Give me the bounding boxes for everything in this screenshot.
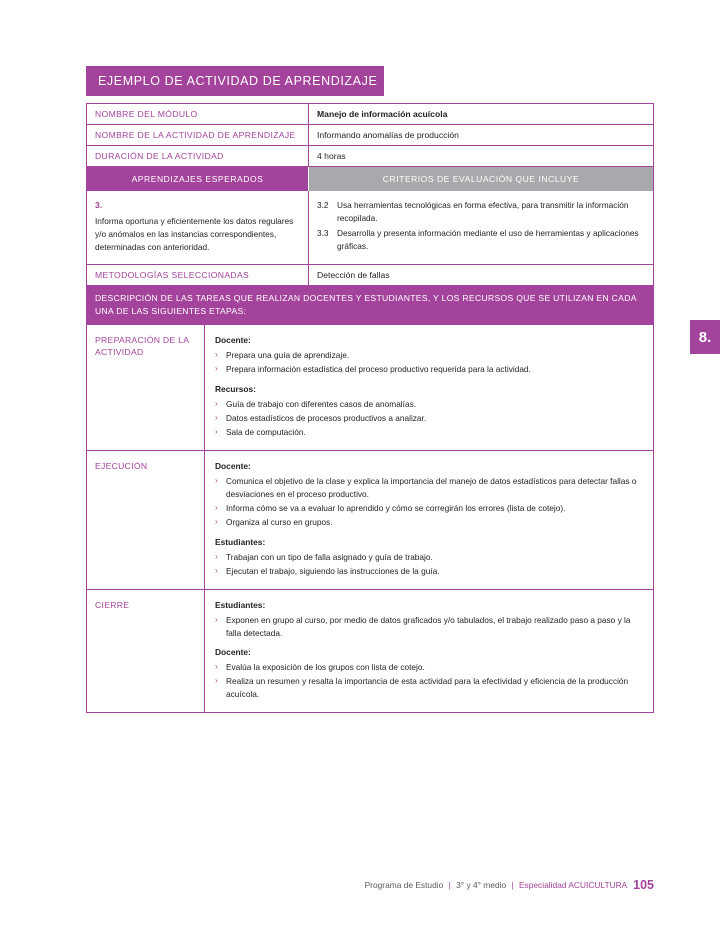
- list-item-text: Prepara información estadística del proceso productivo requerida para la actividad.: [226, 364, 531, 375]
- stage-name-cierre: CIERRE: [87, 590, 205, 712]
- table-row: [87, 265, 653, 286]
- footer-page-number: 105: [633, 878, 654, 892]
- list-item: [215, 614, 643, 640]
- module-name-label: NOMBRE DEL MÓDULO: [87, 104, 309, 124]
- group-title: Docente:: [215, 461, 251, 472]
- chevron-right-icon: ›: [215, 502, 218, 512]
- evaluation-criteria-header: CRITERIOS DE EVALUACIÓN QUE INCLUYE: [309, 167, 653, 191]
- methodologies-value: Detección de fallas: [317, 270, 390, 281]
- list-item: [215, 516, 643, 529]
- group-title: Recursos:: [215, 384, 256, 395]
- activity-table: [86, 103, 654, 713]
- footer-level: 3° y 4° medio: [456, 880, 507, 890]
- activity-name-label: NOMBRE DE LA ACTIVIDAD DE APRENDIZAJE: [87, 125, 309, 145]
- stage-row: [87, 451, 653, 590]
- group-title: Estudiantes:: [215, 599, 266, 610]
- section-headers: [87, 167, 653, 191]
- chevron-right-icon: ›: [215, 350, 218, 360]
- chevron-right-icon: ›: [215, 413, 218, 423]
- table-row: [87, 104, 653, 125]
- stage-body-preparacion: [205, 325, 653, 450]
- methodologies-label: METODOLOGÍAS SELECCIONADAS: [87, 265, 309, 285]
- stage-row: [87, 590, 653, 712]
- activity-banner: [86, 66, 384, 96]
- chevron-right-icon: ›: [215, 676, 218, 686]
- criterion-item: [317, 227, 643, 253]
- group-title: Docente:: [215, 647, 251, 658]
- criterion-number: 3.2: [317, 200, 329, 210]
- learning-outcome-text: Informa oportuna y eficientemente los datos regulares y/o anómalos en las instancias correspondientes, determinadas con anterioridad.: [95, 216, 294, 253]
- list-item-text: Ejecutan el trabajo, siguiendo las instrucciones de la guía.: [226, 565, 440, 576]
- activity-name-value: Informando anomalías de producción: [317, 130, 459, 140]
- duration-label: DURACIÓN DE LA ACTIVIDAD: [87, 146, 309, 166]
- module-name-value: Manejo de información acuícola: [317, 109, 448, 119]
- banner-title: EJEMPLO DE ACTIVIDAD DE APRENDIZAJE: [98, 74, 378, 88]
- list-item: [215, 551, 643, 564]
- stage-body-ejecucion: [205, 451, 653, 589]
- list-item: [215, 398, 643, 411]
- criterion-text: Desarrolla y presenta información mediante el uso de herramientas y aplicaciones gráficas.: [337, 227, 639, 251]
- stage-group: [215, 383, 643, 439]
- list-item-text: Organiza al curso en grupos.: [226, 516, 333, 527]
- criteria-cell: [309, 191, 653, 264]
- group-title: Docente:: [215, 335, 251, 346]
- chevron-right-icon: ›: [215, 662, 218, 672]
- stage-row: [87, 325, 653, 451]
- table-row: [87, 125, 653, 146]
- list-item: [215, 675, 643, 701]
- list-item: [215, 426, 643, 439]
- footer-separator: |: [448, 880, 451, 890]
- stage-group: [215, 536, 643, 578]
- footer-separator: |: [511, 880, 514, 890]
- list-item-text: Guía de trabajo con diferentes casos de anomalías.: [226, 399, 417, 410]
- list-item-text: Trabajan con un tipo de falla asignado y guía de trabajo.: [226, 551, 433, 562]
- stage-group: [215, 334, 643, 376]
- stage-name-ejecucion: EJECUCIÓN: [87, 451, 205, 589]
- chevron-right-icon: ›: [215, 516, 218, 526]
- list-item-text: Prepara una guía de aprendizaje.: [226, 350, 350, 361]
- chevron-right-icon: ›: [215, 427, 218, 437]
- criterion-text: Usa herramientas tecnológicas en forma efectiva, para transmitir la información recopilada.: [337, 200, 629, 223]
- chevron-right-icon: ›: [215, 565, 218, 575]
- learning-outcome-number: 3.: [95, 200, 103, 210]
- tasks-description-band: DESCRIPCIÓN DE LAS TAREAS QUE REALIZAN DOCENTES Y ESTUDIANTES, Y LOS RECURSOS QUE SE UTILIZAN EN CADA UNA DE LAS SIGUIENTES ETAPAS:: [87, 286, 653, 325]
- page-footer: [0, 878, 720, 892]
- list-item-text: Realiza un resumen y resalta la importancia de esta actividad para la efectividad y eficiencia de la producción acuícola.: [226, 676, 629, 700]
- stage-name-preparacion: PREPARACIÓN DE LA ACTIVIDAD: [87, 325, 205, 450]
- stage-group: [215, 599, 643, 640]
- chevron-right-icon: ›: [215, 364, 218, 374]
- stage-body-cierre: [205, 590, 653, 712]
- list-item: [215, 349, 643, 362]
- chevron-right-icon: ›: [215, 399, 218, 409]
- chapter-tab-label: 8.: [698, 328, 712, 346]
- list-item: [215, 565, 643, 578]
- learning-outcomes-header: APRENDIZAJES ESPERADOS: [87, 167, 309, 191]
- list-item: [215, 502, 643, 515]
- criterion-number: 3.3: [317, 227, 329, 238]
- table-row: [87, 146, 653, 167]
- chevron-right-icon: ›: [215, 476, 218, 486]
- footer-program: Programa de Estudio: [364, 880, 444, 890]
- stage-group: [215, 646, 643, 701]
- list-item-text: Comunica el objetivo de la clase y explica la importancia del manejo de datos estadísticos para detectar fallas o desviaciones en el proceso productivo.: [226, 476, 637, 500]
- list-item-text: Sala de computación.: [226, 427, 306, 438]
- chevron-right-icon: ›: [215, 614, 218, 624]
- list-item-text: Datos estadísticos de procesos productivos a analizar.: [226, 413, 427, 424]
- list-item: [215, 412, 643, 425]
- list-item: [215, 661, 643, 674]
- list-item: [215, 363, 643, 376]
- list-item-text: Evalúa la exposición de los grupos con lista de cotejo.: [226, 662, 425, 673]
- chapter-tab: [690, 320, 720, 354]
- list-item-text: Informa cómo se va a evaluar lo aprendido y cómo se corregirán los errores (lista de cotejo).: [226, 502, 566, 513]
- criterion-item: [317, 199, 643, 225]
- learning-outcome-cell: [87, 191, 309, 264]
- group-title: Estudiantes:: [215, 536, 266, 547]
- outcomes-criteria-row: [87, 191, 653, 265]
- list-item: [215, 475, 643, 501]
- list-item-text: Exponen en grupo al curso, por medio de datos graficados y/o tabulados, el trabajo realizado paso a paso y la falla detectada.: [226, 614, 631, 638]
- duration-value: 4 horas: [317, 151, 346, 161]
- footer-specialty: Especialidad ACUICULTURA: [518, 880, 627, 890]
- chevron-right-icon: ›: [215, 551, 218, 561]
- stage-group: [215, 460, 643, 529]
